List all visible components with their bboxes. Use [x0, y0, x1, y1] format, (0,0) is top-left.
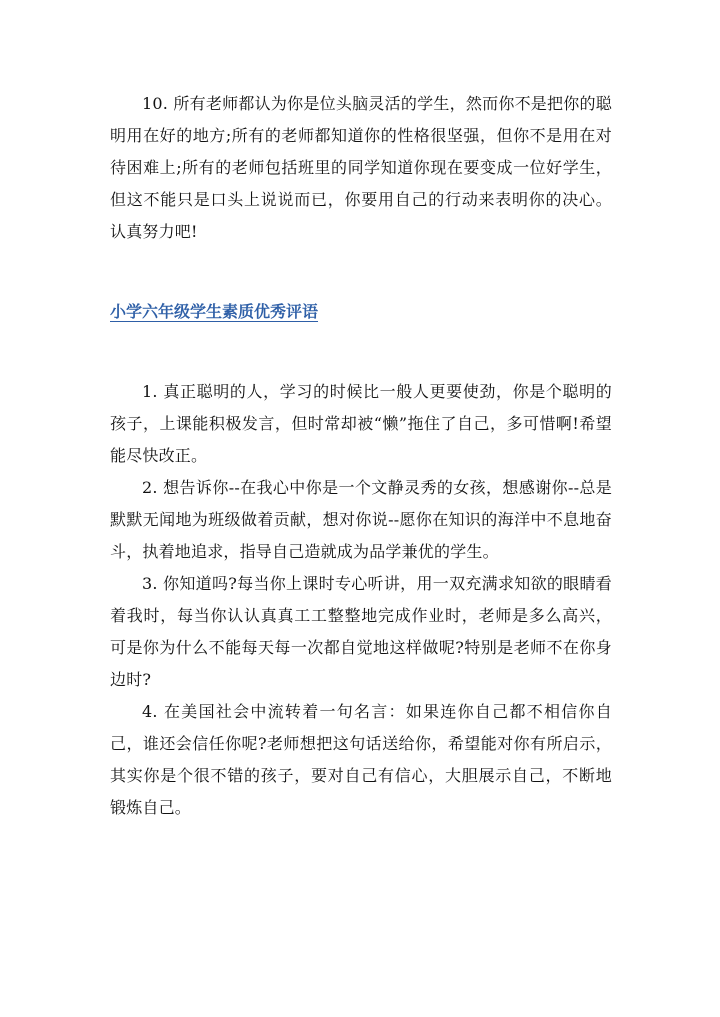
comment-paragraph-3: 3. 你知道吗?每当你上课时专心听讲，用一双充满求知欲的眼睛看着我时，每当你认认真真工工整整地完成作业时，老师是多么高兴，可是你为什么不能每天每一次都自觉地这样做呢?特别是老师不在你身边时? — [110, 574, 612, 689]
document-body — [110, 88, 612, 824]
spacer — [110, 248, 612, 296]
comment-paragraph-10: 10. 所有老师都认为你是位头脑灵活的学生，然而你不是把你的聪明用在好的地方;所有的老师都知道你的性格很坚强，但你不是用在对待困难上;所有的老师包括班里的同学知道你现在要变成一位好学生，但这不能只是口头上说说而已，你要用自己的行动来表明你的决心。认真努力吧! — [110, 94, 612, 241]
spacer — [110, 328, 612, 376]
comment-paragraph-2: 2. 想告诉你--在我心中你是一个文静灵秀的女孩，想感谢你--总是默默无闻地为班级做着贡献，想对你说--愿你在知识的海洋中不息地奋斗，执着地追求，指导自己造就成为品学兼优的学生。 — [110, 478, 612, 561]
comment-paragraph-4: 4. 在美国社会中流转着一句名言：如果连你自己都不相信你自己，谁还会信任你呢?老师想把这句话送给你，希望能对你有所启示，其实你是个很不错的孩子，要对自己有信心，大胆展示自己，不断地锻炼自己。 — [110, 702, 612, 817]
comment-paragraph-1: 1. 真正聪明的人，学习的时候比一般人更要使劲，你是个聪明的孩子，上课能积极发言，但时常却被“懒”拖住了自己，多可惜啊!希望能尽快改正。 — [110, 382, 612, 465]
section-heading-link[interactable]: 小学六年级学生素质优秀评语 — [110, 302, 319, 321]
